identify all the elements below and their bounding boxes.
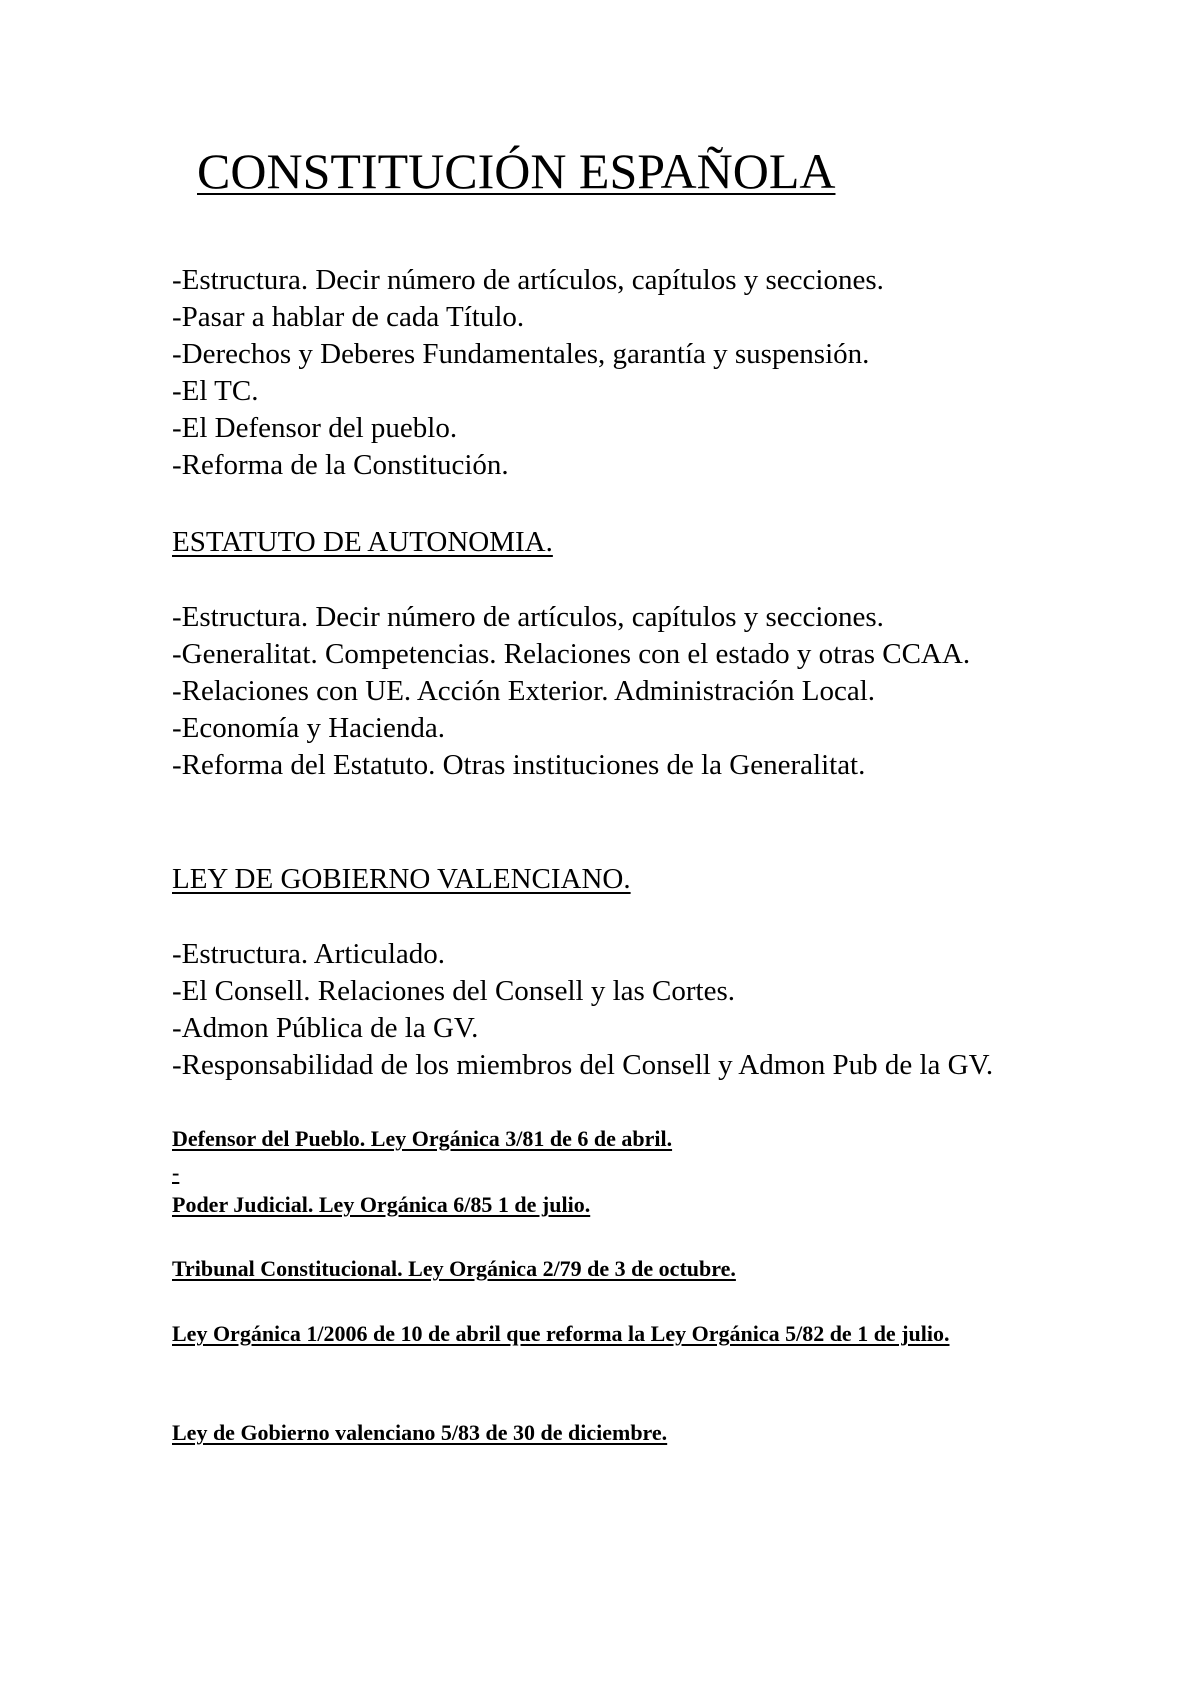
statute-list: [172, 599, 1052, 784]
list-item: -Estructura. Decir número de artículos, capítulos y secciones.: [172, 601, 884, 633]
law-ref-estatuto: Ley Orgánica 1/2006 de 10 de abril que reforma la Ley Orgánica 5/82 de 1 de julio.: [172, 1321, 950, 1346]
list-item: -El Consell. Relaciones del Consell y las Cortes.: [172, 975, 735, 1007]
law-ref-poder-judicial: Poder Judicial. Ley Orgánica 6/85 1 de julio.: [172, 1192, 591, 1217]
list-item: -Admon Pública de la GV.: [172, 1012, 479, 1044]
list-item: -Reforma del Estatuto. Otras instituciones de la Generalitat.: [172, 749, 866, 781]
statute-heading: ESTATUTO DE AUTONOMIA.: [172, 526, 553, 558]
list-item: -Responsabilidad de los miembros del Consell y Admon Pub de la GV.: [172, 1049, 994, 1081]
govlaw-list: [172, 936, 1052, 1084]
list-item: -Relaciones con UE. Acción Exterior. Administración Local.: [172, 675, 876, 707]
constitution-list: [172, 262, 1052, 484]
list-item: -Estructura. Decir número de artículos, capítulos y secciones.: [172, 264, 884, 296]
list-item: -Derechos y Deberes Fundamentales, garantía y suspensión.: [172, 338, 870, 370]
list-item: -El Defensor del pueblo.: [172, 412, 458, 444]
law-ref-defensor: Defensor del Pueblo. Ley Orgánica 3/81 de 6 de abril.: [172, 1126, 673, 1151]
list-item: -Generalitat. Competencias. Relaciones con el estado y otras CCAA.: [172, 638, 971, 670]
law-ref-gobierno: Ley de Gobierno valenciano 5/83 de 30 de diciembre.: [172, 1420, 668, 1445]
govlaw-heading: LEY DE GOBIERNO VALENCIANO.: [172, 863, 631, 895]
list-item: -Estructura. Articulado.: [172, 938, 445, 970]
stray-dash: -: [172, 1160, 180, 1185]
list-item: -Economía y Hacienda.: [172, 712, 445, 744]
list-item: -Pasar a hablar de cada Título.: [172, 301, 525, 333]
list-item: -El TC.: [172, 375, 259, 407]
list-item: -Reforma de la Constitución.: [172, 449, 509, 481]
document-title: CONSTITUCIÓN ESPAÑOLA: [197, 143, 836, 199]
law-ref-tribunal: Tribunal Constitucional. Ley Orgánica 2/79 de 3 de octubre.: [172, 1256, 736, 1281]
